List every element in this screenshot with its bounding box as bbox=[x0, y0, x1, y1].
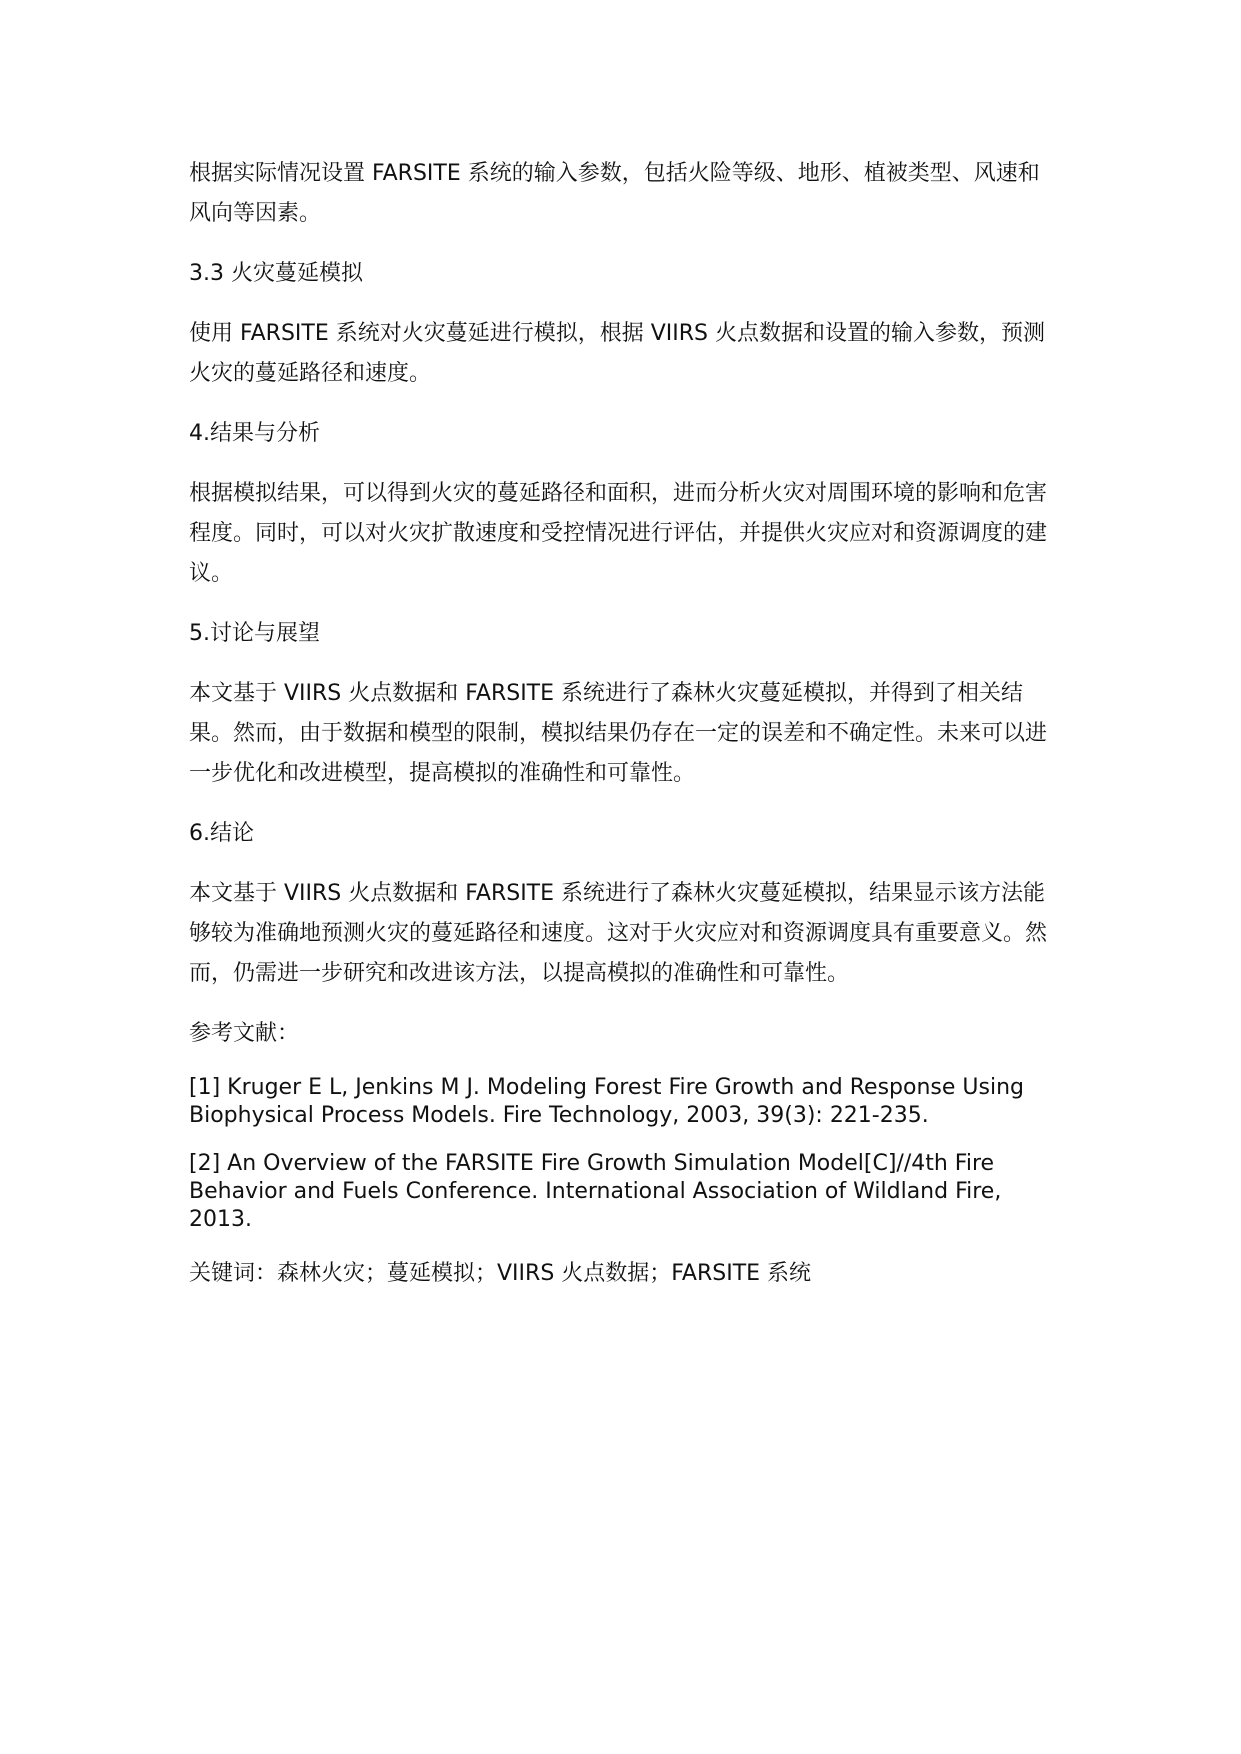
reference-item-2: [2] An Overview of the FARSITE Fire Growth Simulation Model[C]//4th Fire Behavior and Fuels Conference. International Association of Wildland Fire, 2013. bbox=[189, 1151, 1002, 1232]
paragraph-conclusion: 本文基于 VIIRS 火点数据和 FARSITE 系统进行了森林火灾蔓延模拟，结果显示该方法能够较为准确地预测火灾的蔓延路径和速度。这对于火灾应对和资源调度具有重要意义。然而，仍需进一步研究和改进该方法，以提高模拟的准确性和可靠性。 bbox=[189, 881, 1048, 986]
reference-list bbox=[189, 1074, 1055, 1234]
paragraph-spread-simulation: 使用 FARSITE 系统对火灾蔓延进行模拟，根据 VIIRS 火点数据和设置的输入参数，预测火灾的蔓延路径和速度。 bbox=[189, 321, 1046, 386]
keywords-line: 关键词：森林火灾；蔓延模拟；VIIRS 火点数据；FARSITE 系统 bbox=[189, 1261, 812, 1286]
heading-fire-spread-simulation: 3.3 火灾蔓延模拟 bbox=[189, 261, 363, 286]
paragraph-input-parameters: 根据实际情况设置 FARSITE 系统的输入参数，包括火险等级、地形、植被类型、风速和风向等因素。 bbox=[189, 161, 1040, 226]
heading-discussion-outlook: 5.讨论与展望 bbox=[189, 621, 320, 646]
heading-results-analysis: 4.结果与分析 bbox=[189, 421, 320, 446]
reference-item-1: [1] Kruger E L, Jenkins M J. Modeling Forest Fire Growth and Response Using Biophysical Process Models. Fire Technology, 2003, 39(3): 221-235. bbox=[189, 1075, 1024, 1128]
document-body bbox=[189, 154, 1055, 1294]
paragraph-discussion: 本文基于 VIIRS 火点数据和 FARSITE 系统进行了森林火灾蔓延模拟，并得到了相关结果。然而，由于数据和模型的限制，模拟结果仍存在一定的误差和不确定性。未来可以进一步优化和改进模型，提高模拟的准确性和可靠性。 bbox=[189, 681, 1048, 786]
heading-conclusion: 6.结论 bbox=[189, 821, 254, 846]
heading-references: 参考文献： bbox=[189, 1021, 300, 1046]
paragraph-results: 根据模拟结果，可以得到火灾的蔓延路径和面积，进而分析火灾对周围环境的影响和危害程度。同时，可以对火灾扩散速度和受控情况进行评估，并提供火灾应对和资源调度的建议。 bbox=[189, 481, 1048, 586]
